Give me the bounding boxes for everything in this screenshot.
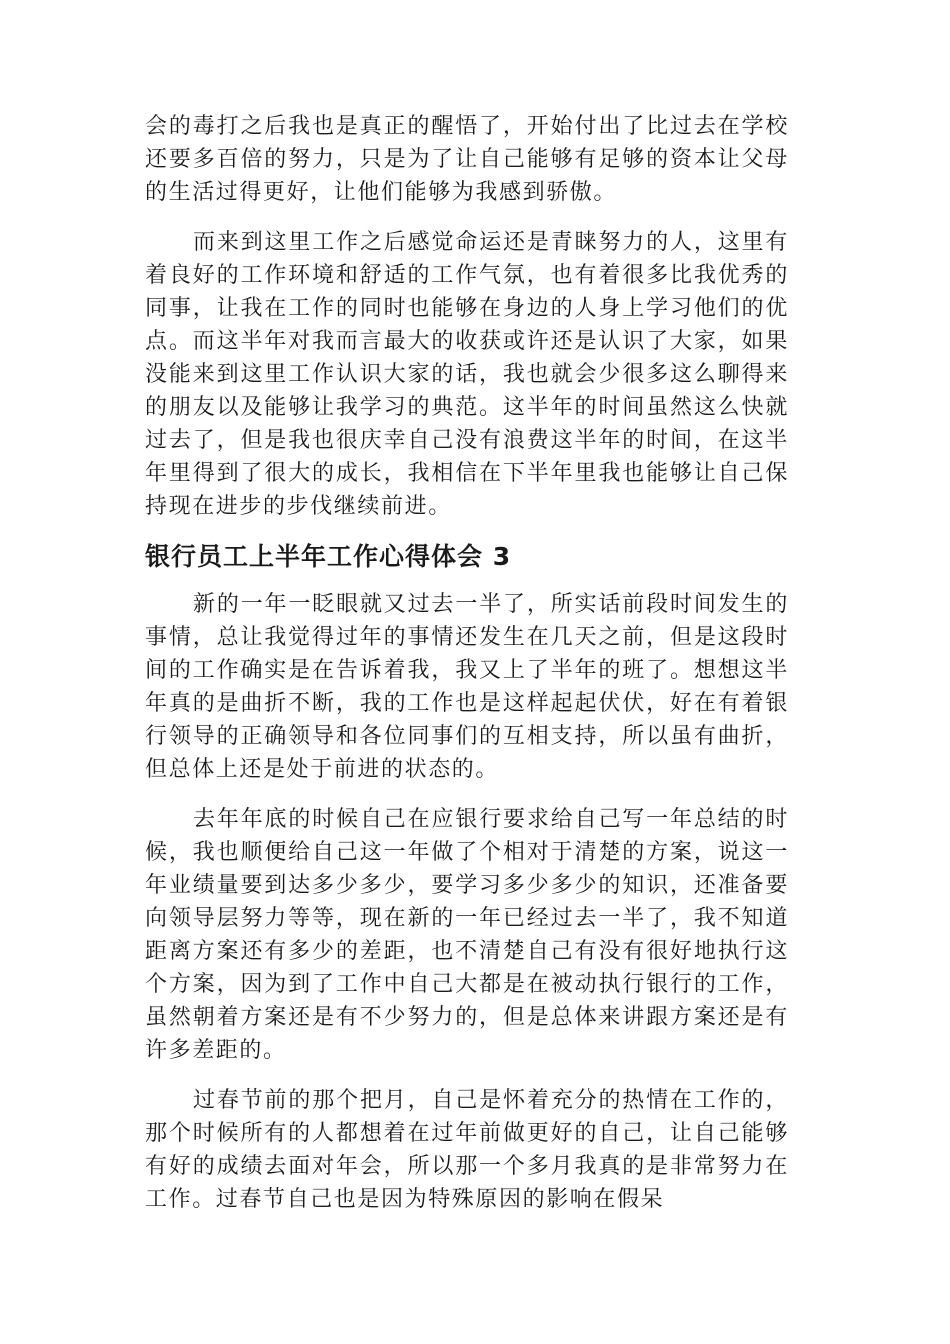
paragraph-3: 新的一年一眨眼就又过去一半了，所实话前段时间发生的事情，总让我觉得过年的事情还发生在几天之前，但是这段时间的工作确实是在告诉着我，我又上了半年的班了。想想这半年真的是曲折不断，我的工作也是这样起起伏伏，好在有着银行领导的正确领导和各位同事们的互相支持，所以虽有曲折，但总体上还是处于前进的状态的。 [145,592,789,782]
paragraph-1: 会的毒打之后我也是真正的醒悟了，开始付出了比过去在学校还要多百倍的努力，只是为了让自己能够有足够的资本让父母的生活过得更好，让他们能够为我感到骄傲。 [145,114,789,205]
paragraph-5: 过春节前的那个把月，自己是怀着充分的热情在工作的，那个时候所有的人都想着在过年前做更好的自己，让自己能够有好的成绩去面对年会，所以那一个多月我真的是非常努力在工作。过春节自己也是因为特殊原因的影响在假呆 [145,1088,789,1212]
document-body [145,110,789,1233]
paragraph-4: 去年年底的时候自己在应银行要求给自己写一年总结的时候，我也顺便给自己这一年做了个相对于清楚的方案，说这一年业绩量要到达多少多少，要学习多少多少的知识，还准备要向领导层努力等等，现在新的一年已经过去一半了，我不知道距离方案还有多少的差距，也不清楚自己有没有很好地执行这个方案，因为到了工作中自己大都是在被动执行银行的工作，虽然朝着方案还是有不少努力的，但是总体来讲跟方案还是有许多差距的。 [145,807,789,1063]
paragraph-2: 而来到这里工作之后感觉命运还是青睐努力的人，这里有着良好的工作环境和舒适的工作气氛，也有着很多比我优秀的同事，让我在工作的同时也能够在身边的人身上学习他们的优点。而这半年对我而言最大的收获或许还是认识了大家，如果没能来到这里工作认识大家的话，我也就会少很多这么聊得来的朋友以及能够让我学习的典范。这半年的时间虽然这么快就过去了，但是我也很庆幸自己没有浪费这半年的时间，在这半年里得到了很大的成长，我相信在下半年里我也能够让自己保持现在进步的步伐继续前进。 [145,230,789,519]
section-heading: 银行员工上半年工作心得体会 3 [145,542,512,571]
